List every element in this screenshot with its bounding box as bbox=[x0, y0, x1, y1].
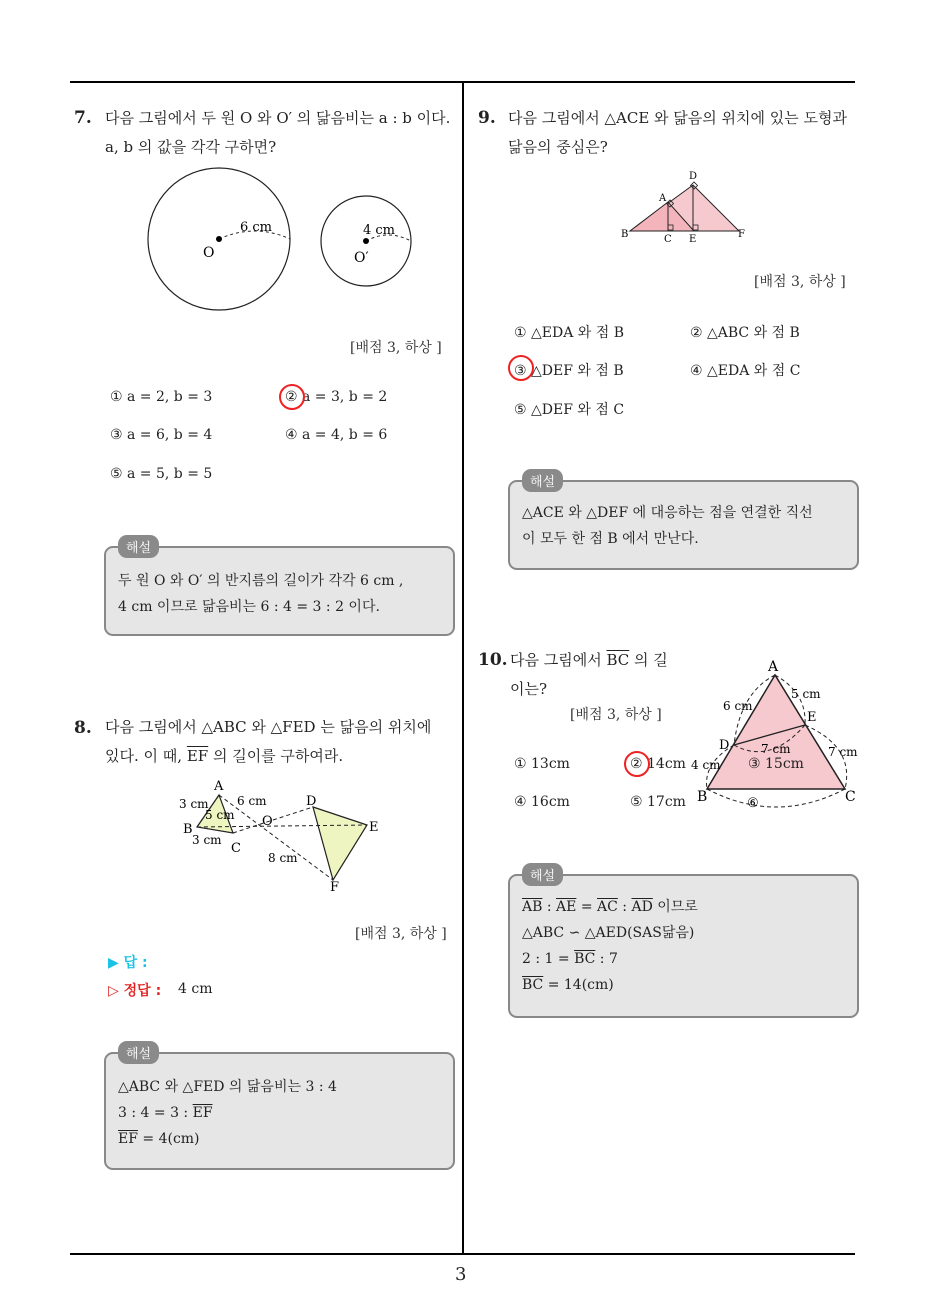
q8-correct-value: 4 cm bbox=[178, 981, 213, 997]
column-divider bbox=[462, 81, 464, 1254]
q10-explain-line3: 2 : $1 = \overline{BC}$ : 7 bbox=[522, 951, 618, 967]
q9-choice-3[interactable]: ③ △DEF 와 점 B bbox=[514, 363, 624, 379]
q8-label-A: A bbox=[214, 779, 224, 794]
q10-label-7cm-ec: 7 cm bbox=[828, 745, 858, 759]
q8-meta: [배점 3, 하상 ] bbox=[355, 926, 447, 942]
q10-label-5cm: 5 cm bbox=[791, 687, 821, 701]
q10-explanation-box bbox=[508, 874, 859, 1018]
q8-explain-line2: 3 : 4 = 3 : $\overline{EF}$ bbox=[118, 1105, 213, 1121]
q7-explain-line2: 4 cm 이므로 닮음비는 6 : 4 = 3 : 2 이다. bbox=[118, 599, 380, 615]
q9-choice-4[interactable]: ④ △EDA 와 점 C bbox=[690, 363, 801, 379]
q9-explain-line2: 이 모두 한 점 B 에서 만난다. bbox=[522, 531, 699, 547]
q8-text-line1: 다음 그림에서 △ABC 와 △FED 는 닮음의 위치에 bbox=[105, 718, 432, 736]
q10-figure bbox=[691, 655, 865, 811]
q7-text-line1: 다음 그림에서 두 원 O 와 O′ 의 닮음비는 a : b 이다. bbox=[105, 109, 451, 127]
q10-label-bc: ⑥ bbox=[747, 796, 759, 811]
q10-label-7cm-de: 7 cm bbox=[761, 742, 791, 756]
page-number: 3 bbox=[455, 1264, 467, 1285]
q10-text-line2: 이는? bbox=[510, 680, 548, 698]
q8-label-C: C bbox=[231, 841, 241, 856]
q9-meta: [배점 3, 하상 ] bbox=[754, 274, 846, 290]
q8-label-D: D bbox=[306, 794, 317, 809]
q8-label-5cm: 5 cm bbox=[205, 808, 235, 822]
q7-choice-4[interactable]: ④ a = 4, b = 6 bbox=[285, 427, 388, 443]
q9-number: 9. bbox=[478, 108, 496, 128]
q10-label-C: C bbox=[845, 789, 856, 805]
q10-text-line1: 다음 그림에서 $\overline{BC}$ 의 길 bbox=[510, 651, 668, 669]
q9-choice-2[interactable]: ② △ABC 와 점 B bbox=[690, 325, 800, 341]
q7-choice-1[interactable]: ① a = 2, b = 3 bbox=[110, 389, 213, 405]
q9-label-E: E bbox=[689, 234, 697, 245]
q10-meta: [배점 3, 하상 ] bbox=[570, 707, 662, 723]
q7-explain-tag: 해설 bbox=[118, 535, 159, 558]
q7-label-O: O bbox=[203, 245, 215, 261]
q9-explanation-box bbox=[508, 480, 859, 570]
q10-choice-4[interactable]: ④ 16cm bbox=[514, 794, 570, 810]
q8-label-3cm-a: 3 cm bbox=[179, 797, 209, 811]
q8-figure bbox=[175, 775, 390, 895]
q10-label-6cm: 6 cm bbox=[723, 699, 753, 713]
q8-label-O: O bbox=[262, 814, 273, 829]
q8-explain-line3: $\overline{EF} = 4(cm)$ bbox=[118, 1131, 200, 1147]
q8-explain-line1: △ABC 와 △FED 의 닮음비는 3 : 4 bbox=[118, 1079, 337, 1095]
q9-choice-5[interactable]: ⑤ △DEF 와 점 C bbox=[514, 402, 625, 418]
q7-number: 7. bbox=[74, 108, 92, 128]
q9-answer-mark-icon bbox=[508, 355, 534, 381]
q7-text-line2: a, b 의 값을 각각 구하면? bbox=[105, 138, 277, 156]
q7-explanation-box bbox=[104, 546, 455, 636]
q7-label-4cm: 4 cm bbox=[363, 223, 396, 238]
q10-choice-5[interactable]: ⑤ 17cm bbox=[630, 794, 686, 810]
q8-label-6cm: 6 cm bbox=[237, 794, 267, 808]
q10-choice-2[interactable]: ② 14cm bbox=[630, 756, 686, 772]
q9-label-D: D bbox=[689, 171, 698, 182]
q9-choice-1[interactable]: ① △EDA 와 점 B bbox=[514, 325, 625, 341]
q8-explain-tag: 해설 bbox=[118, 1041, 159, 1064]
q9-figure bbox=[618, 168, 753, 246]
q7-answer-mark-icon bbox=[279, 384, 305, 410]
q9-label-B: B bbox=[621, 229, 629, 240]
q8-text-line2: 있다. 이 때, $\overline{EF}$ 의 길이를 구하여라. bbox=[105, 747, 344, 765]
q10-explain-line4: $\overline{BC} = 14(cm)$ bbox=[522, 977, 614, 993]
q7-label-6cm: 6 cm bbox=[240, 220, 273, 235]
q9-text-line1: 다음 그림에서 △ACE 와 닮음의 위치에 있는 도형과 bbox=[508, 109, 847, 127]
q8-label-3cm-b: 3 cm bbox=[192, 833, 222, 847]
q10-number: 10. bbox=[478, 650, 508, 670]
q10-explain-line2: △ABC ∽ △AED(SAS닮음) bbox=[522, 925, 695, 941]
q10-choice-1[interactable]: ① 13cm bbox=[514, 756, 570, 772]
q10-label-E: E bbox=[807, 710, 817, 725]
q8-label-F: F bbox=[330, 880, 340, 895]
q7-label-O2: O′ bbox=[354, 250, 369, 266]
q7-figure bbox=[140, 165, 430, 315]
q10-label-A: A bbox=[768, 659, 779, 675]
q10-choice-3[interactable]: ③ 15cm bbox=[748, 756, 804, 772]
q7-choice-2[interactable]: ② a = 3, b = 2 bbox=[285, 389, 388, 405]
q10-explain-tag: 해설 bbox=[522, 863, 563, 886]
q7-choice-5[interactable]: ⑤ a = 5, b = 5 bbox=[110, 466, 213, 482]
q10-label-D: D bbox=[719, 738, 730, 753]
q9-text-line2: 닮음의 중심은? bbox=[508, 138, 608, 156]
q8-explanation-box bbox=[104, 1052, 455, 1170]
q10-label-B: B bbox=[697, 789, 708, 805]
q9-explain-line1: △ACE 와 △DEF 에 대응하는 점을 연결한 직선 bbox=[522, 505, 813, 521]
q7-explain-line1: 두 원 O 와 O′ 의 반지름의 길이가 각각 6 cm , bbox=[118, 573, 404, 589]
q8-correct-label: ▷ 정답 : bbox=[108, 983, 162, 999]
q10-explain-line1: $\overline{AB}$ : $\overline{AE} = \overline{AC}$ : $\overline{AD}$ 이므로 bbox=[522, 899, 698, 915]
q8-label-E: E bbox=[369, 820, 379, 835]
q7-choice-3[interactable]: ③ a = 6, b = 4 bbox=[110, 427, 213, 443]
q7-meta: [배점 3, 하상 ] bbox=[350, 340, 442, 356]
q9-label-A: A bbox=[659, 193, 667, 204]
q8-label-B: B bbox=[183, 822, 193, 837]
q10-answer-mark-icon bbox=[624, 751, 650, 777]
q8-number: 8. bbox=[74, 718, 92, 738]
q8-label-8cm: 8 cm bbox=[268, 851, 298, 865]
q10-label-4cm: 4 cm bbox=[691, 758, 721, 772]
q8-answer-label: ▶ 답 : bbox=[108, 955, 148, 971]
q9-label-F: F bbox=[738, 229, 745, 240]
q9-label-C: C bbox=[664, 234, 672, 245]
q9-explain-tag: 해설 bbox=[522, 469, 563, 492]
